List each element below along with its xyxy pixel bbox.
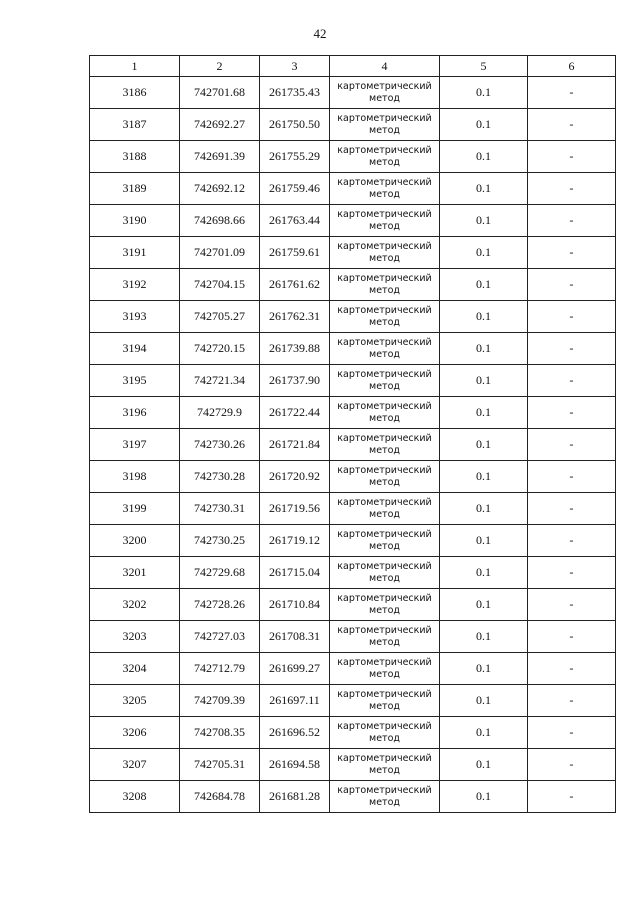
point-number-cell: 3208 <box>90 781 180 813</box>
column-header: 2 <box>180 56 260 77</box>
point-number-cell: 3195 <box>90 365 180 397</box>
table-row <box>90 621 616 653</box>
y-coordinate-cell: 261763.44 <box>260 205 330 237</box>
column-header: 5 <box>440 56 528 77</box>
point-number-cell: 3202 <box>90 589 180 621</box>
accuracy-cell: 0.1 <box>440 589 528 621</box>
method-cell: картометрический метод <box>330 301 440 333</box>
point-number-cell: 3191 <box>90 237 180 269</box>
accuracy-cell: 0.1 <box>440 237 528 269</box>
method-cell: картометрический метод <box>330 621 440 653</box>
x-coordinate-cell: 742727.03 <box>180 621 260 653</box>
table-row <box>90 237 616 269</box>
x-coordinate-cell: 742730.25 <box>180 525 260 557</box>
y-coordinate-cell: 261708.31 <box>260 621 330 653</box>
x-coordinate-cell: 742692.27 <box>180 109 260 141</box>
x-coordinate-cell: 742705.31 <box>180 749 260 781</box>
table-row <box>90 333 616 365</box>
method-cell: картометрический метод <box>330 397 440 429</box>
accuracy-cell: 0.1 <box>440 205 528 237</box>
x-coordinate-cell: 742712.79 <box>180 653 260 685</box>
table-row <box>90 461 616 493</box>
table-row <box>90 717 616 749</box>
method-cell: картометрический метод <box>330 749 440 781</box>
note-cell: - <box>528 429 616 461</box>
y-coordinate-cell: 261681.28 <box>260 781 330 813</box>
y-coordinate-cell: 261696.52 <box>260 717 330 749</box>
method-cell: картометрический метод <box>330 717 440 749</box>
point-number-cell: 3206 <box>90 717 180 749</box>
point-number-cell: 3194 <box>90 333 180 365</box>
column-header: 1 <box>90 56 180 77</box>
table-row <box>90 493 616 525</box>
point-number-cell: 3196 <box>90 397 180 429</box>
x-coordinate-cell: 742728.26 <box>180 589 260 621</box>
table-row <box>90 685 616 717</box>
x-coordinate-cell: 742705.27 <box>180 301 260 333</box>
note-cell: - <box>528 589 616 621</box>
x-coordinate-cell: 742730.28 <box>180 461 260 493</box>
note-cell: - <box>528 173 616 205</box>
table-row <box>90 205 616 237</box>
y-coordinate-cell: 261715.04 <box>260 557 330 589</box>
point-number-cell: 3204 <box>90 653 180 685</box>
accuracy-cell: 0.1 <box>440 621 528 653</box>
accuracy-cell: 0.1 <box>440 717 528 749</box>
y-coordinate-cell: 261737.90 <box>260 365 330 397</box>
note-cell: - <box>528 717 616 749</box>
accuracy-cell: 0.1 <box>440 749 528 781</box>
y-coordinate-cell: 261720.92 <box>260 461 330 493</box>
y-coordinate-cell: 261739.88 <box>260 333 330 365</box>
x-coordinate-cell: 742730.31 <box>180 493 260 525</box>
x-coordinate-cell: 742720.15 <box>180 333 260 365</box>
note-cell: - <box>528 525 616 557</box>
point-number-cell: 3188 <box>90 141 180 173</box>
method-cell: картометрический метод <box>330 461 440 493</box>
accuracy-cell: 0.1 <box>440 333 528 365</box>
x-coordinate-cell: 742698.66 <box>180 205 260 237</box>
method-cell: картометрический метод <box>330 653 440 685</box>
y-coordinate-cell: 261722.44 <box>260 397 330 429</box>
method-cell: картометрический метод <box>330 237 440 269</box>
point-number-cell: 3207 <box>90 749 180 781</box>
table-body <box>90 77 616 813</box>
table-row <box>90 77 616 109</box>
accuracy-cell: 0.1 <box>440 525 528 557</box>
note-cell: - <box>528 397 616 429</box>
note-cell: - <box>528 461 616 493</box>
point-number-cell: 3203 <box>90 621 180 653</box>
note-cell: - <box>528 141 616 173</box>
table-row <box>90 557 616 589</box>
accuracy-cell: 0.1 <box>440 557 528 589</box>
y-coordinate-cell: 261699.27 <box>260 653 330 685</box>
y-coordinate-cell: 261759.46 <box>260 173 330 205</box>
y-coordinate-cell: 261755.29 <box>260 141 330 173</box>
method-cell: картометрический метод <box>330 77 440 109</box>
coordinates-table <box>89 55 616 813</box>
method-cell: картометрический метод <box>330 781 440 813</box>
x-coordinate-cell: 742730.26 <box>180 429 260 461</box>
note-cell: - <box>528 685 616 717</box>
y-coordinate-cell: 261719.12 <box>260 525 330 557</box>
y-coordinate-cell: 261762.31 <box>260 301 330 333</box>
method-cell: картометрический метод <box>330 333 440 365</box>
accuracy-cell: 0.1 <box>440 429 528 461</box>
method-cell: картометрический метод <box>330 205 440 237</box>
note-cell: - <box>528 269 616 301</box>
point-number-cell: 3198 <box>90 461 180 493</box>
x-coordinate-cell: 742691.39 <box>180 141 260 173</box>
note-cell: - <box>528 333 616 365</box>
point-number-cell: 3192 <box>90 269 180 301</box>
page-number: 42 <box>313 26 327 41</box>
method-cell: картометрический метод <box>330 173 440 205</box>
y-coordinate-cell: 261719.56 <box>260 493 330 525</box>
note-cell: - <box>528 365 616 397</box>
accuracy-cell: 0.1 <box>440 493 528 525</box>
point-number-cell: 3193 <box>90 301 180 333</box>
method-cell: картометрический метод <box>330 429 440 461</box>
point-number-cell: 3200 <box>90 525 180 557</box>
table-row <box>90 781 616 813</box>
table-row <box>90 141 616 173</box>
table-row <box>90 429 616 461</box>
point-number-cell: 3187 <box>90 109 180 141</box>
x-coordinate-cell: 742692.12 <box>180 173 260 205</box>
accuracy-cell: 0.1 <box>440 365 528 397</box>
y-coordinate-cell: 261697.11 <box>260 685 330 717</box>
note-cell: - <box>528 749 616 781</box>
note-cell: - <box>528 237 616 269</box>
y-coordinate-cell: 261710.84 <box>260 589 330 621</box>
table-header-row <box>90 56 616 77</box>
x-coordinate-cell: 742704.15 <box>180 269 260 301</box>
point-number-cell: 3199 <box>90 493 180 525</box>
point-number-cell: 3186 <box>90 77 180 109</box>
table-row <box>90 749 616 781</box>
table-row <box>90 109 616 141</box>
note-cell: - <box>528 557 616 589</box>
method-cell: картометрический метод <box>330 141 440 173</box>
table-row <box>90 269 616 301</box>
accuracy-cell: 0.1 <box>440 109 528 141</box>
x-coordinate-cell: 742708.35 <box>180 717 260 749</box>
column-header: 3 <box>260 56 330 77</box>
note-cell: - <box>528 493 616 525</box>
note-cell: - <box>528 109 616 141</box>
table-row <box>90 301 616 333</box>
table-row <box>90 525 616 557</box>
method-cell: картометрический метод <box>330 525 440 557</box>
table-row <box>90 365 616 397</box>
point-number-cell: 3189 <box>90 173 180 205</box>
y-coordinate-cell: 261694.58 <box>260 749 330 781</box>
table-row <box>90 173 616 205</box>
accuracy-cell: 0.1 <box>440 269 528 301</box>
x-coordinate-cell: 742729.9 <box>180 397 260 429</box>
accuracy-cell: 0.1 <box>440 397 528 429</box>
y-coordinate-cell: 261759.61 <box>260 237 330 269</box>
note-cell: - <box>528 77 616 109</box>
accuracy-cell: 0.1 <box>440 173 528 205</box>
note-cell: - <box>528 205 616 237</box>
method-cell: картометрический метод <box>330 589 440 621</box>
column-header: 6 <box>528 56 616 77</box>
method-cell: картометрический метод <box>330 493 440 525</box>
point-number-cell: 3205 <box>90 685 180 717</box>
note-cell: - <box>528 301 616 333</box>
x-coordinate-cell: 742709.39 <box>180 685 260 717</box>
y-coordinate-cell: 261761.62 <box>260 269 330 301</box>
accuracy-cell: 0.1 <box>440 77 528 109</box>
y-coordinate-cell: 261735.43 <box>260 77 330 109</box>
accuracy-cell: 0.1 <box>440 781 528 813</box>
point-number-cell: 3197 <box>90 429 180 461</box>
table-row <box>90 397 616 429</box>
x-coordinate-cell: 742684.78 <box>180 781 260 813</box>
accuracy-cell: 0.1 <box>440 301 528 333</box>
method-cell: картометрический метод <box>330 269 440 301</box>
method-cell: картометрический метод <box>330 365 440 397</box>
note-cell: - <box>528 653 616 685</box>
column-header: 4 <box>330 56 440 77</box>
method-cell: картометрический метод <box>330 557 440 589</box>
x-coordinate-cell: 742701.09 <box>180 237 260 269</box>
point-number-cell: 3190 <box>90 205 180 237</box>
accuracy-cell: 0.1 <box>440 141 528 173</box>
point-number-cell: 3201 <box>90 557 180 589</box>
table-row <box>90 653 616 685</box>
note-cell: - <box>528 621 616 653</box>
accuracy-cell: 0.1 <box>440 461 528 493</box>
method-cell: картометрический метод <box>330 109 440 141</box>
note-cell: - <box>528 781 616 813</box>
method-cell: картометрический метод <box>330 685 440 717</box>
x-coordinate-cell: 742701.68 <box>180 77 260 109</box>
y-coordinate-cell: 261721.84 <box>260 429 330 461</box>
table-row <box>90 589 616 621</box>
accuracy-cell: 0.1 <box>440 653 528 685</box>
x-coordinate-cell: 742729.68 <box>180 557 260 589</box>
x-coordinate-cell: 742721.34 <box>180 365 260 397</box>
accuracy-cell: 0.1 <box>440 685 528 717</box>
y-coordinate-cell: 261750.50 <box>260 109 330 141</box>
